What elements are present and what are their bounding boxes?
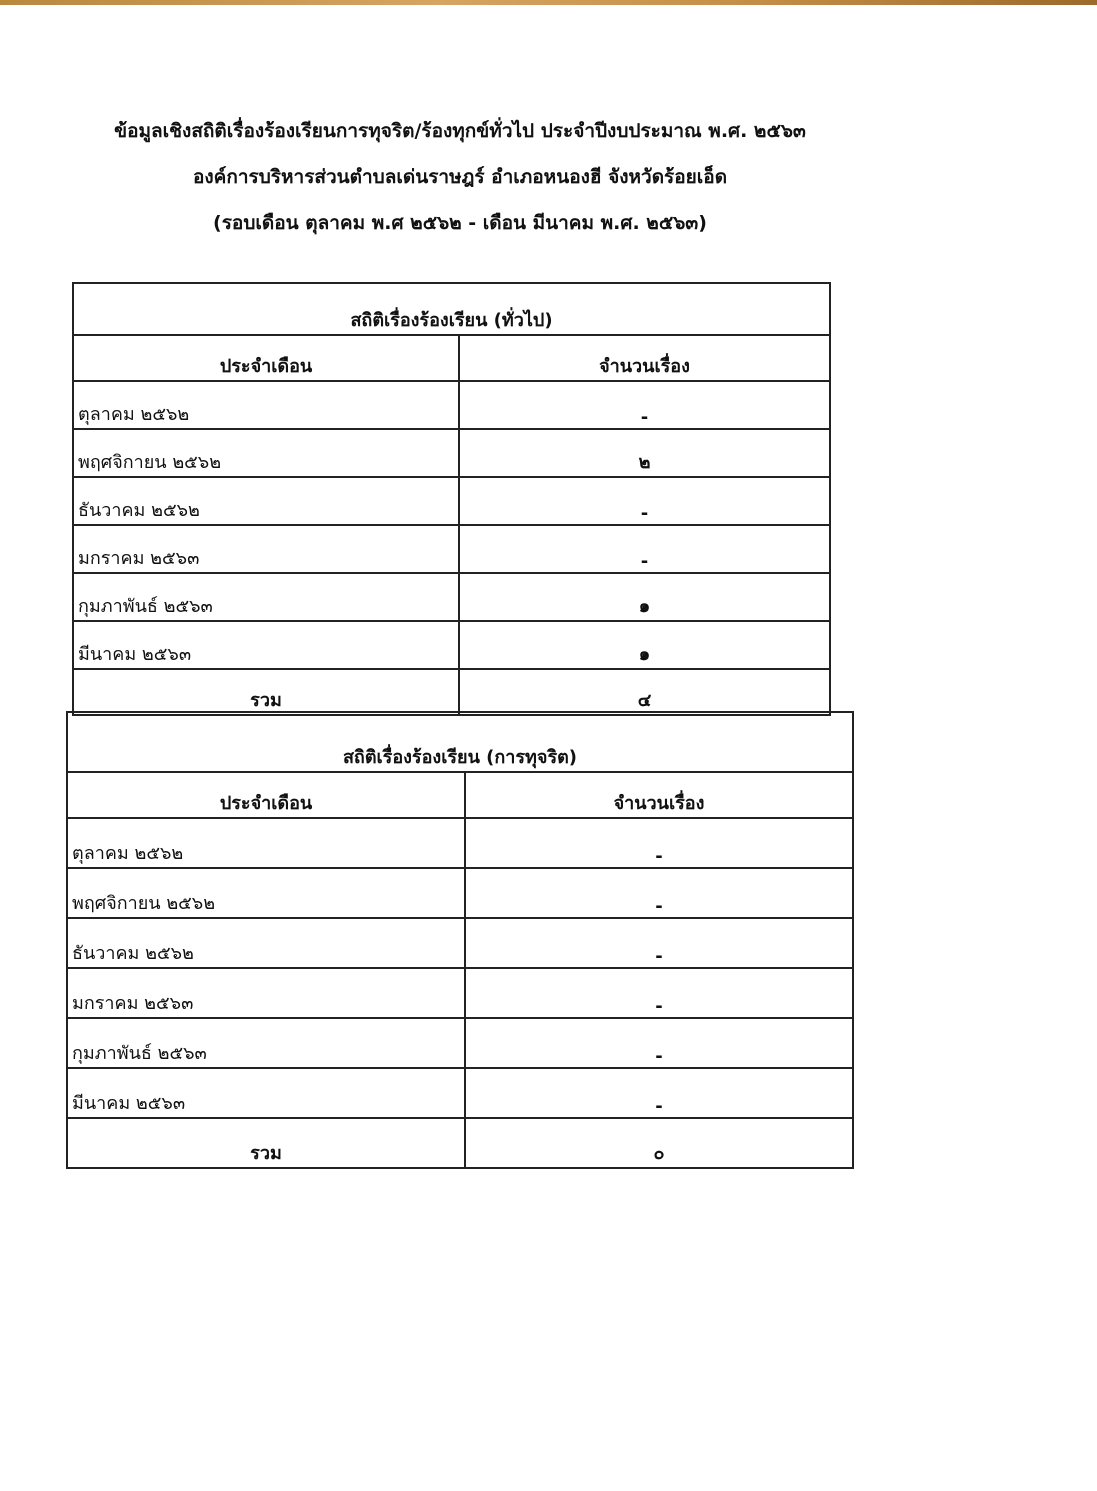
table-title: สถิติเรื่องร้องเรียน (ทั่วไป)	[73, 283, 830, 335]
count-cell: -	[465, 868, 853, 918]
total-value: ๐	[465, 1118, 853, 1168]
count-cell: -	[459, 381, 830, 429]
count-cell: -	[459, 525, 830, 573]
month-cell: พฤศจิกายน ๒๕๖๒	[67, 868, 465, 918]
document-title-line-2: องค์การบริหารส่วนตำบลเด่นราษฎร์ อำเภอหนองฮี จังหวัดร้อยเอ็ด	[192, 166, 728, 188]
table-row	[73, 429, 830, 477]
count-cell: ๑	[459, 573, 830, 621]
column-header-month: ประจำเดือน	[73, 335, 459, 381]
column-header-month: ประจำเดือน	[67, 772, 465, 818]
month-cell: ธันวาคม ๒๕๖๒	[73, 477, 459, 525]
table-row	[73, 477, 830, 525]
table-row	[67, 868, 853, 918]
month-cell: มีนาคม ๒๕๖๓	[67, 1068, 465, 1118]
table-row	[67, 918, 853, 968]
corruption-complaints-table	[66, 711, 854, 1169]
count-cell: -	[465, 818, 853, 868]
table-row	[73, 381, 830, 429]
table-row	[67, 1018, 853, 1068]
table-title: สถิติเรื่องร้องเรียน (การทุจริต)	[67, 712, 853, 772]
month-cell: ธันวาคม ๒๕๖๒	[67, 918, 465, 968]
column-header-count: จำนวนเรื่อง	[465, 772, 853, 818]
table-row	[67, 818, 853, 868]
total-label: รวม	[67, 1118, 465, 1168]
count-cell: -	[459, 477, 830, 525]
table-row	[73, 525, 830, 573]
table-row	[73, 573, 830, 621]
count-cell: ๒	[459, 429, 830, 477]
total-value: ๔	[459, 669, 830, 715]
count-cell: -	[465, 918, 853, 968]
month-cell: กุมภาพันธ์ ๒๕๖๓	[67, 1018, 465, 1068]
document-title-line-1: ข้อมูลเชิงสถิติเรื่องร้องเรียนการทุจริต/ร้องทุกข์ทั่วไป ประจำปีงบประมาณ พ.ศ. ๒๕๖๓	[114, 120, 806, 142]
total-row	[67, 1118, 853, 1168]
count-cell: -	[465, 1068, 853, 1118]
month-cell: ตุลาคม ๒๕๖๒	[73, 381, 459, 429]
total-row	[73, 669, 830, 715]
month-cell: มีนาคม ๒๕๖๓	[73, 621, 459, 669]
page-top-edge	[0, 0, 1097, 5]
total-label: รวม	[73, 669, 459, 715]
month-cell: ตุลาคม ๒๕๖๒	[67, 818, 465, 868]
month-cell: พฤศจิกายน ๒๕๖๒	[73, 429, 459, 477]
document-title-line-3: (รอบเดือน ตุลาคม พ.ศ ๒๕๖๒ - เดือน มีนาคม พ.ศ. ๒๕๖๓)	[213, 212, 707, 234]
general-complaints-table	[72, 282, 831, 716]
table-row	[67, 1068, 853, 1118]
count-cell: ๑	[459, 621, 830, 669]
count-cell: -	[465, 1018, 853, 1068]
month-cell: มกราคม ๒๕๖๓	[73, 525, 459, 573]
count-cell: -	[465, 968, 853, 1018]
month-cell: กุมภาพันธ์ ๒๕๖๓	[73, 573, 459, 621]
month-cell: มกราคม ๒๕๖๓	[67, 968, 465, 1018]
table-row	[67, 968, 853, 1018]
table-row	[73, 621, 830, 669]
column-header-count: จำนวนเรื่อง	[459, 335, 830, 381]
